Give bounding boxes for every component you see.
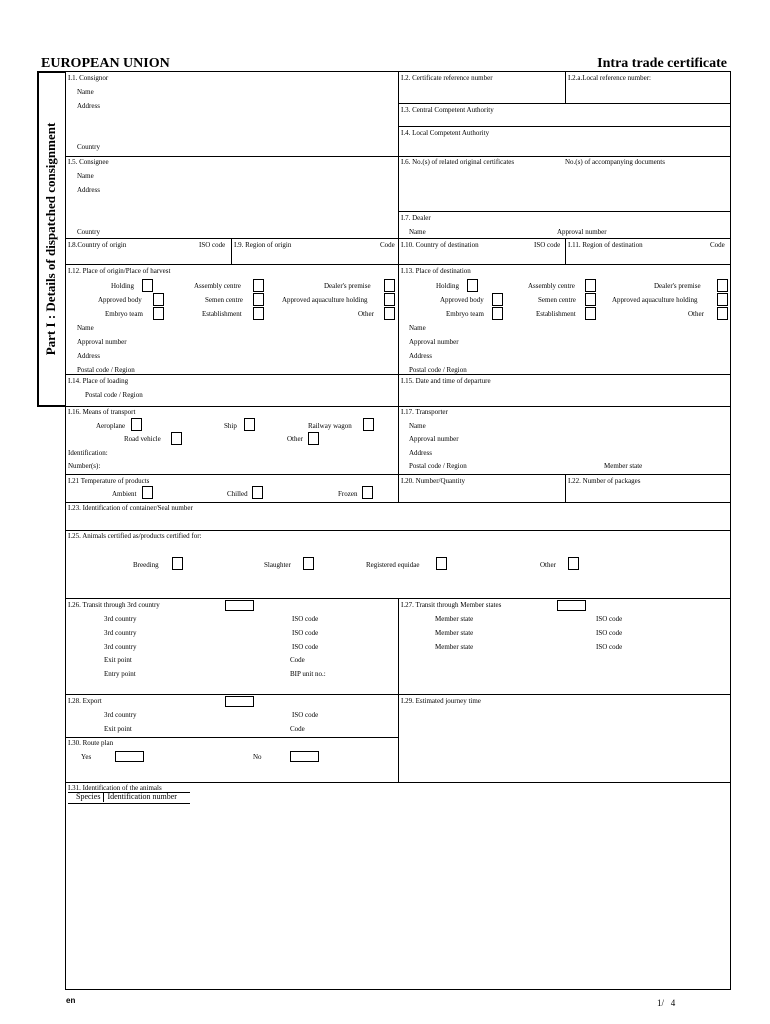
f113-approved-checkbox[interactable] xyxy=(492,293,503,306)
f15-country: Country xyxy=(77,228,100,236)
f113-other-checkbox[interactable] xyxy=(717,307,728,320)
f113-establishment-checkbox[interactable] xyxy=(585,307,596,320)
f117-member: Member state xyxy=(604,462,643,470)
f112-other: Other xyxy=(358,310,374,318)
f126-exit: Exit point xyxy=(104,656,132,664)
f112-assembly: Assembly centre xyxy=(194,282,241,290)
f130-label: I.30. Route plan xyxy=(68,739,114,747)
f12a-label: I.2.a.Local reference number: xyxy=(568,74,651,82)
f117-label: I.17. Transporter xyxy=(401,408,448,416)
f113-aqua-checkbox[interactable] xyxy=(717,293,728,306)
f128-checkbox[interactable] xyxy=(225,696,254,707)
f127-member: Member state xyxy=(435,615,474,623)
f117-name: Name xyxy=(409,422,426,430)
f112-label: I.12. Place of origin/Place of harvest xyxy=(68,267,171,275)
f127-label: I.27. Transit through Member states xyxy=(401,601,502,609)
f112-establishment-checkbox[interactable] xyxy=(253,307,264,320)
f121-frozen-checkbox[interactable] xyxy=(362,486,373,499)
f17-approval: Approval number xyxy=(557,228,607,236)
f112-approved: Approved body xyxy=(98,296,142,304)
f116-numbers: Number(s): xyxy=(68,462,101,470)
f112-dealer: Dealer's premise xyxy=(324,282,371,290)
f123-label: I.23. Identification of container/Seal number xyxy=(68,504,193,512)
f126-code: Code xyxy=(290,656,305,664)
f11-country: Country xyxy=(77,143,100,151)
f11-label: I.1. Consignor xyxy=(68,74,109,82)
f131-label: I.31. Identification of the animals xyxy=(68,784,162,792)
species-header xyxy=(73,792,180,802)
f116-other: Other xyxy=(287,435,303,443)
divider xyxy=(65,782,731,783)
footer-lang: en xyxy=(66,996,76,1005)
f114-postal: Postal code / Region xyxy=(85,391,143,399)
f126-entry: Entry point xyxy=(104,670,136,678)
f112-dealer-checkbox[interactable] xyxy=(384,279,395,292)
f112-embryo-checkbox[interactable] xyxy=(153,307,164,320)
divider xyxy=(565,71,566,103)
f112-aqua-checkbox[interactable] xyxy=(384,293,395,306)
f125-other-checkbox[interactable] xyxy=(568,557,579,570)
f111-label: I.11. Region of destination xyxy=(568,241,643,249)
side-title: Part I : Details of dispatched consignment xyxy=(43,122,58,356)
divider xyxy=(565,238,566,264)
f112-name: Name xyxy=(77,324,94,332)
f110-label: I.10. Country of destination xyxy=(401,241,479,249)
f116-railway-checkbox[interactable] xyxy=(363,418,374,431)
f125-slaughter: Slaughter xyxy=(264,561,291,569)
f113-semen: Semen centre xyxy=(538,296,576,304)
f116-ship-checkbox[interactable] xyxy=(244,418,255,431)
f111-code: Code xyxy=(710,241,725,249)
f15-address: Address xyxy=(77,186,100,194)
f19-code: Code xyxy=(380,241,395,249)
f113-assembly: Assembly centre xyxy=(528,282,575,290)
f125-equidae: Registered equidae xyxy=(366,561,420,569)
f19-label: I.9. Region of origin xyxy=(234,241,292,249)
footer-page-number: 1/ 4 xyxy=(657,998,676,1008)
f113-dealer: Dealer's premise xyxy=(654,282,701,290)
f113-aqua: Approved aquaculture holding xyxy=(612,296,698,304)
f121-label: I.21 Temperature of products xyxy=(68,477,150,485)
divider xyxy=(398,598,399,783)
f116-ship: Ship xyxy=(224,422,237,430)
f114-label: I.14. Place of loading xyxy=(68,377,129,385)
f130-no: No xyxy=(253,753,262,761)
divider xyxy=(65,598,731,599)
divider xyxy=(65,502,731,503)
f112-approval: Approval number xyxy=(77,338,127,346)
f17-label: I.7. Dealer xyxy=(401,214,431,222)
divider xyxy=(65,694,731,695)
f126-iso: ISO code xyxy=(292,643,319,651)
f121-ambient: Ambient xyxy=(112,490,137,498)
f18-iso: ISO code xyxy=(199,241,226,249)
f112-approved-checkbox[interactable] xyxy=(153,293,164,306)
f128-label: I.28. Export xyxy=(68,697,102,705)
f117-address: Address xyxy=(409,449,432,457)
f125-other: Other xyxy=(540,561,556,569)
divider xyxy=(65,530,731,531)
f112-embryo: Embryo team xyxy=(105,310,143,318)
f116-aeroplane-checkbox[interactable] xyxy=(131,418,142,431)
f116-road-checkbox[interactable] xyxy=(171,432,182,445)
divider xyxy=(68,803,190,804)
f11-name: Name xyxy=(77,88,94,96)
divider xyxy=(65,737,398,738)
f126-bip: BIP unit no.: xyxy=(290,670,326,678)
f112-postal: Postal code / Region xyxy=(77,366,135,374)
f116-other-checkbox[interactable] xyxy=(308,432,319,445)
f126-country: 3rd country xyxy=(104,629,137,637)
f11-address: Address xyxy=(77,102,100,110)
f116-aeroplane: Aeroplane xyxy=(96,422,126,430)
f125-breeding: Breeding xyxy=(133,561,159,569)
f121-chilled: Chilled xyxy=(227,490,248,498)
f112-establishment: Establishment xyxy=(202,310,242,318)
f113-embryo: Embryo team xyxy=(446,310,484,318)
f127-checkbox[interactable] xyxy=(557,600,586,611)
f113-dealer-checkbox[interactable] xyxy=(717,279,728,292)
f126-label: I.26. Transit through 3rd country xyxy=(68,601,160,609)
divider xyxy=(565,474,566,502)
f15-label: I.5. Consignee xyxy=(68,158,109,166)
f15-name: Name xyxy=(77,172,94,180)
f16-acc: No.(s) of accompanying documents xyxy=(565,158,665,166)
f113-postal: Postal code / Region xyxy=(409,366,467,374)
f130-no-checkbox[interactable] xyxy=(290,751,319,762)
f17-name: Name xyxy=(409,228,426,236)
f116-ident: Identification: xyxy=(68,449,108,457)
f128-iso: ISO code xyxy=(292,711,319,719)
f113-assembly-checkbox[interactable] xyxy=(585,279,596,292)
f113-establishment: Establishment xyxy=(536,310,576,318)
f130-yes: Yes xyxy=(81,753,92,761)
f113-embryo-checkbox[interactable] xyxy=(492,307,503,320)
f127-iso: ISO code xyxy=(596,615,623,623)
divider xyxy=(65,264,731,265)
header-certificate-title: Intra trade certificate xyxy=(597,56,727,71)
f113-approved: Approved body xyxy=(440,296,484,304)
species-column-header: Species xyxy=(76,792,101,801)
f120-label: I.20. Number/Quantity xyxy=(401,477,465,485)
f126-checkbox[interactable] xyxy=(225,600,254,611)
f113-semen-checkbox[interactable] xyxy=(585,293,596,306)
f112-aqua: Approved aquaculture holding xyxy=(282,296,368,304)
f122-label: I.22. Number of packages xyxy=(568,477,641,485)
f113-address: Address xyxy=(409,352,432,360)
f18-label: I.8.Country of origin xyxy=(68,241,127,249)
divider xyxy=(65,474,731,475)
f127-member: Member state xyxy=(435,643,474,651)
f113-holding-checkbox[interactable] xyxy=(467,279,478,292)
f128-country: 3rd country xyxy=(104,711,137,719)
f112-assembly-checkbox[interactable] xyxy=(253,279,264,292)
divider xyxy=(398,103,731,104)
f125-slaughter-checkbox[interactable] xyxy=(303,557,314,570)
f125-breeding-checkbox[interactable] xyxy=(172,557,183,570)
f113-label: I.13. Place of destination xyxy=(401,267,471,275)
f112-other-checkbox[interactable] xyxy=(384,307,395,320)
divider xyxy=(398,211,731,212)
f116-railway: Railway wagon xyxy=(308,422,352,430)
f112-holding: Holding xyxy=(111,282,134,290)
f116-road: Road vehicle xyxy=(124,435,161,443)
f121-chilled-checkbox[interactable] xyxy=(252,486,263,499)
identification-column-header: Identification number xyxy=(107,792,177,801)
divider xyxy=(65,238,731,239)
f127-iso: ISO code xyxy=(596,629,623,637)
f14-label: I.4. Local Competent Authority xyxy=(401,129,490,137)
f113-holding: Holding xyxy=(436,282,459,290)
f128-code: Code xyxy=(290,725,305,733)
f16-label: I.6. No.(s) of related original certificates xyxy=(401,158,515,166)
f117-approval: Approval number xyxy=(409,435,459,443)
f125-equidae-checkbox[interactable] xyxy=(436,557,447,570)
f130-yes-checkbox[interactable] xyxy=(115,751,144,762)
f112-holding-checkbox[interactable] xyxy=(142,279,153,292)
f117-postal: Postal code / Region xyxy=(409,462,467,470)
f112-address: Address xyxy=(77,352,100,360)
f112-semen: Semen centre xyxy=(205,296,243,304)
divider xyxy=(398,71,399,503)
header-eu: EUROPEAN UNION xyxy=(41,56,170,71)
f126-iso: ISO code xyxy=(292,615,319,623)
f12-label: I.2. Certificate reference number xyxy=(401,74,493,82)
f110-iso: ISO code xyxy=(534,241,561,249)
divider xyxy=(65,156,731,157)
divider xyxy=(65,374,731,375)
divider xyxy=(398,126,731,127)
f13-label: I.3. Central Competent Authority xyxy=(401,106,494,114)
f129-label: I.29. Estimated journey time xyxy=(401,697,481,705)
f127-member: Member state xyxy=(435,629,474,637)
f126-country: 3rd country xyxy=(104,615,137,623)
f127-iso: ISO code xyxy=(596,643,623,651)
f121-frozen: Frozen xyxy=(338,490,358,498)
divider xyxy=(231,238,232,264)
f113-name: Name xyxy=(409,324,426,332)
f113-approval: Approval number xyxy=(409,338,459,346)
f121-ambient-checkbox[interactable] xyxy=(142,486,153,499)
divider xyxy=(65,406,731,407)
f126-iso: ISO code xyxy=(292,629,319,637)
f126-country: 3rd country xyxy=(104,643,137,651)
f115-label: I.15. Date and time of departure xyxy=(401,377,491,385)
f112-semen-checkbox[interactable] xyxy=(253,293,264,306)
f125-label: I.25. Animals certified as/products certified for: xyxy=(68,532,202,540)
f113-other: Other xyxy=(688,310,704,318)
f116-label: I.16. Means of transport xyxy=(68,408,136,416)
f128-exit: Exit point xyxy=(104,725,132,733)
